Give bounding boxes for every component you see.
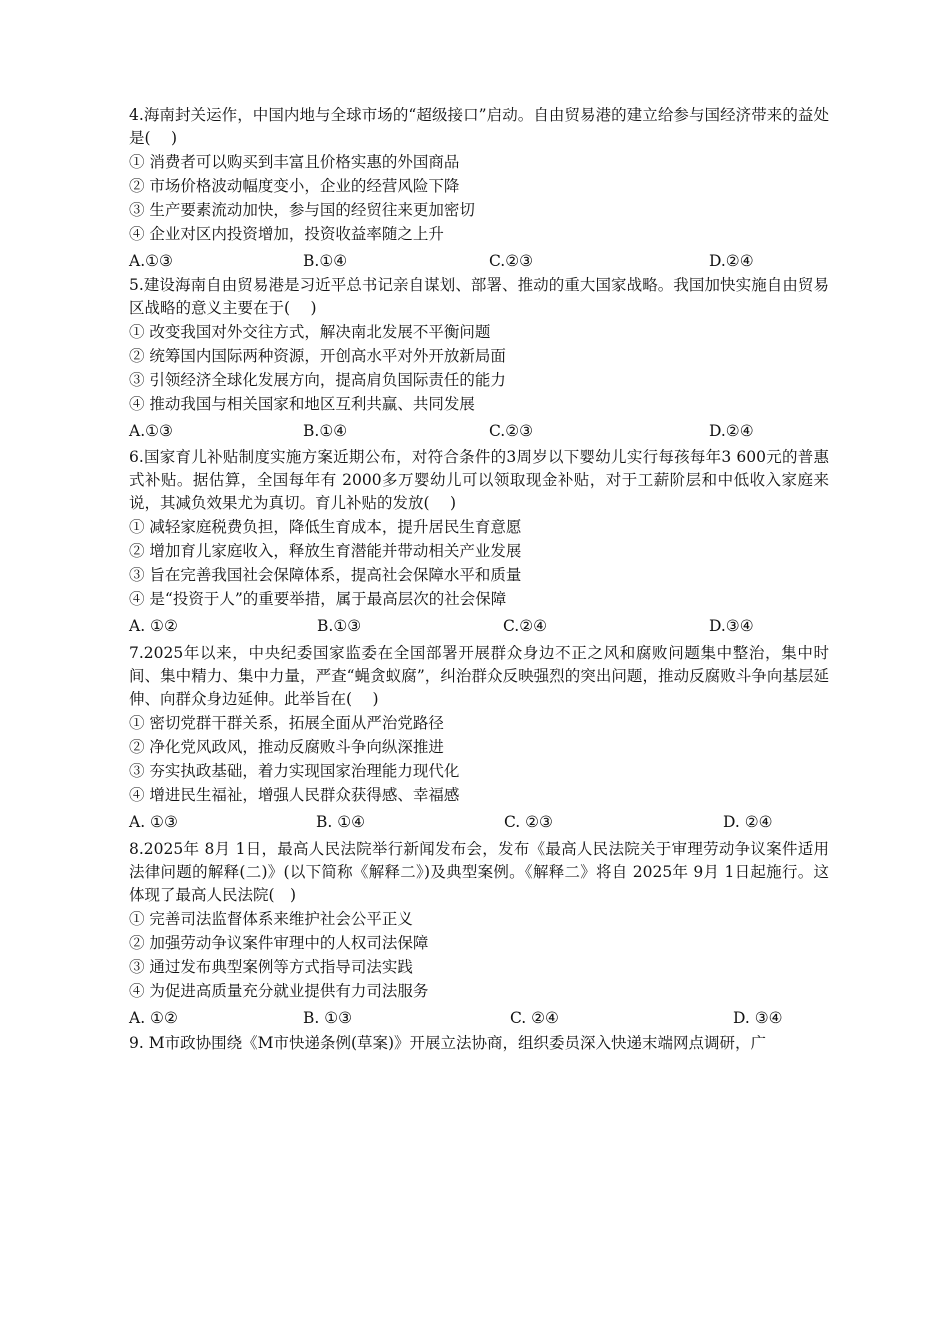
choice-d: D. ②④ bbox=[723, 813, 773, 831]
question-stem: 9. M市政协围绕《M市快递条例(草案)》开展立法协商，组织委员深入快递末端网点调研，广 bbox=[129, 1034, 767, 1052]
question-4 bbox=[129, 104, 829, 274]
question-stem: 6.国家育儿补贴制度实施方案近期公布，对符合条件的3周岁以下婴幼儿实行每孩每年3 600元的普惠式补贴。据估算，全国每年有 2000多万婴幼儿可以领取现金补贴，对于工薪阶层和中低收入家庭来说，其减负效果尤为真切。育儿补贴的发放( ) bbox=[129, 448, 829, 512]
question-9 bbox=[129, 1032, 829, 1055]
choice-c: C. ②④ bbox=[510, 1009, 559, 1027]
choice-a: A. ①③ bbox=[129, 813, 178, 831]
option-1: ① 改变我国对外交往方式，解决南北发展不平衡问题 bbox=[129, 323, 491, 341]
option-3: ③ 旨在完善我国社会保障体系，提高社会保障水平和质量 bbox=[129, 566, 522, 584]
option-4: ④ 是“投资于人”的重要举措，属于最高层次的社会保障 bbox=[129, 590, 507, 608]
choice-c: C.②③ bbox=[489, 422, 534, 440]
question-stem: 8.2025年 8月 1日，最高人民法院举行新闻发布会，发布《最高人民法院关于审理劳动争议案件适用法律问题的解释(二)》(以下简称《解释二》)及典型案例。《解释二》将自 2025年 9月 1日起施行。这体现了最高人民法院( ) bbox=[129, 840, 829, 904]
choice-b: B. ①④ bbox=[316, 813, 366, 831]
choice-b: B.①③ bbox=[317, 617, 362, 635]
question-8 bbox=[129, 838, 829, 1031]
question-stem: 4.海南封关运作，中国内地与全球市场的“超级接口”启动。自由贸易港的建立给参与国经济带来的益处是( ) bbox=[129, 106, 829, 147]
choice-a: A. ①② bbox=[129, 617, 178, 635]
option-4: ④ 增进民生福祉，增强人民群众获得感、幸福感 bbox=[129, 786, 460, 804]
choice-c: C. ②③ bbox=[504, 813, 553, 831]
answer-choices bbox=[129, 613, 829, 639]
option-3: ③ 引领经济全球化发展方向，提高肩负国际责任的能力 bbox=[129, 371, 506, 389]
answer-choices bbox=[129, 418, 829, 444]
option-3: ③ 生产要素流动加快，参与国的经贸往来更加密切 bbox=[129, 201, 475, 219]
choice-d: D.②④ bbox=[709, 252, 754, 270]
option-2: ② 增加育儿家庭收入，释放生育潜能并带动相关产业发展 bbox=[129, 542, 522, 560]
option-1: ① 完善司法监督体系来维护社会公平正义 bbox=[129, 910, 413, 928]
option-3: ③ 夯实执政基础，着力实现国家治理能力现代化 bbox=[129, 762, 460, 780]
option-2: ② 市场价格波动幅度变小，企业的经营风险下降 bbox=[129, 177, 460, 195]
option-4: ④ 企业对区内投资增加，投资收益率随之上升 bbox=[129, 225, 444, 243]
choice-b: B. ①③ bbox=[303, 1009, 353, 1027]
choice-b: B.①④ bbox=[303, 252, 348, 270]
choice-a: A.①③ bbox=[129, 252, 173, 270]
question-stem: 7.2025年以来，中央纪委国家监委在全国部署开展群众身边不正之风和腐败问题集中整治，集中时间、集中精力、集中力量，严查“蝇贪蚁腐”，纠治群众反映强烈的突出问题，推动反腐败斗争向基层延伸、向群众身边延伸。此举旨在( ) bbox=[129, 644, 829, 708]
choice-d: D.②④ bbox=[709, 422, 754, 440]
option-2: ② 净化党风政风，推动反腐败斗争向纵深推进 bbox=[129, 738, 444, 756]
option-3: ③ 通过发布典型案例等方式指导司法实践 bbox=[129, 958, 413, 976]
option-1: ① 减轻家庭税费负担，降低生育成本，提升居民生育意愿 bbox=[129, 518, 522, 536]
answer-choices bbox=[129, 809, 829, 835]
choice-c: C.②③ bbox=[489, 252, 534, 270]
question-stem: 5.建设海南自由贸易港是习近平总书记亲自谋划、部署、推动的重大国家战略。我国加快实施自由贸易区战略的意义主要在于( ) bbox=[129, 276, 829, 317]
choice-b: B.①④ bbox=[303, 422, 348, 440]
choice-c: C.②④ bbox=[503, 617, 548, 635]
choice-d: D.③④ bbox=[709, 617, 754, 635]
option-4: ④ 推动我国与相关国家和地区互利共赢、共同发展 bbox=[129, 395, 475, 413]
option-1: ① 消费者可以购买到丰富且价格实惠的外国商品 bbox=[129, 153, 460, 171]
question-6 bbox=[129, 446, 829, 639]
option-4: ④ 为促进高质量充分就业提供有力司法服务 bbox=[129, 982, 429, 1000]
question-5 bbox=[129, 274, 829, 444]
answer-choices bbox=[129, 248, 829, 274]
option-2: ② 加强劳动争议案件审理中的人权司法保障 bbox=[129, 934, 429, 952]
answer-choices bbox=[129, 1005, 829, 1031]
question-7 bbox=[129, 642, 829, 835]
option-1: ① 密切党群干群关系，拓展全面从严治党路径 bbox=[129, 714, 444, 732]
choice-a: A. ①② bbox=[129, 1009, 178, 1027]
option-2: ② 统筹国内国际两种资源，开创高水平对外开放新局面 bbox=[129, 347, 506, 365]
choice-d: D. ③④ bbox=[733, 1009, 783, 1027]
choice-a: A.①③ bbox=[129, 422, 173, 440]
